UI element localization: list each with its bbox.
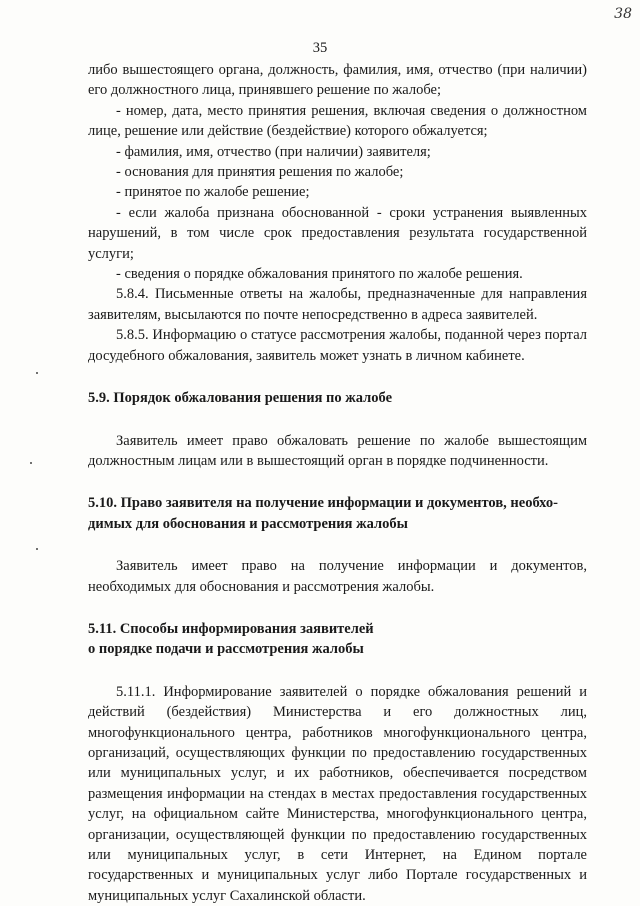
scan-speck bbox=[36, 372, 38, 374]
list-item: - если жалоба признана обоснованной - сроки устранения выявленных нарушений, в том числе срок предоставления результата государственной услуги; bbox=[88, 204, 587, 262]
section-heading-5-10-line1: 5.10. Право заявителя на получение информации и документов, необхо- bbox=[88, 495, 558, 512]
paragraph: Заявитель имеет право обжаловать решение по жалобе вышестоящим должностным лицам или в вышестоящий орган в порядке подчиненности. bbox=[88, 432, 587, 469]
section-heading-5-10-line2: димых для обоснования и рассмотрения жалобы bbox=[88, 515, 408, 532]
handwritten-page-mark: 38 bbox=[614, 6, 632, 22]
document-body bbox=[88, 60, 587, 906]
list-item: - принятое по жалобе решение; bbox=[116, 184, 310, 201]
paragraph: Заявитель имеет право на получение информации и документов, необходимых для обоснования и рассмотрения жалобы. bbox=[88, 558, 587, 595]
list-item: - номер, дата, место принятия решения, включая сведения о должностном лице, решение или действие (бездействие) которого обжалуется; bbox=[88, 102, 587, 140]
scan-speck bbox=[36, 548, 38, 550]
section-heading-5-11-line2: о порядке подачи и рассмотрения жалобы bbox=[88, 641, 364, 658]
scan-speck bbox=[30, 462, 32, 464]
paragraph: 5.8.4. Письменные ответы на жалобы, предназначенные для направления заявителям, высылаются по почте непосредственно в адреса заявителей. bbox=[88, 286, 587, 323]
paragraph: либо вышестоящего органа, должность, фамилия, имя, отчество (при наличии) его должностного лица, принявшего решение по жалобе; bbox=[88, 62, 587, 99]
list-item: - фамилия, имя, отчество (при наличии) заявителя; bbox=[116, 143, 431, 160]
paragraph: 5.8.5. Информацию о статусе рассмотрения жалобы, поданной через портал досудебного обжалования, заявитель может узнать в личном кабинете. bbox=[88, 327, 587, 364]
section-heading-5-11-line1: 5.11. Способы информирования заявителей bbox=[88, 620, 374, 637]
list-item: - основания для принятия решения по жалобе; bbox=[116, 164, 404, 181]
page-number: 35 bbox=[312, 40, 328, 56]
section-heading-5-9: 5.9. Порядок обжалования решения по жалобе bbox=[88, 390, 393, 407]
list-item: - сведения о порядке обжалования принятого по жалобе решения. bbox=[116, 266, 523, 283]
paragraph: 5.11.1. Информирование заявителей о порядке обжалования решений и действий (бездействия) Министерства и его должностных лиц, многофункционального центра, работников многофункционального центра, организаций, осуществляющих функции по предоставлению государственных или муниципальных услуг, и их работников, обеспечивается посредством размещения информации на стендах в местах предоставления государственных услуг, на официальном сайте Министерства, многофункционального центра, организации, осуществляющей функции по предоставлению государственных или муниципальных услуг, в сети Интернет, на Едином портале государственных и муниципальных услуг либо Портале государственных и муниципальных услуг Сахалинской области. bbox=[88, 683, 587, 904]
